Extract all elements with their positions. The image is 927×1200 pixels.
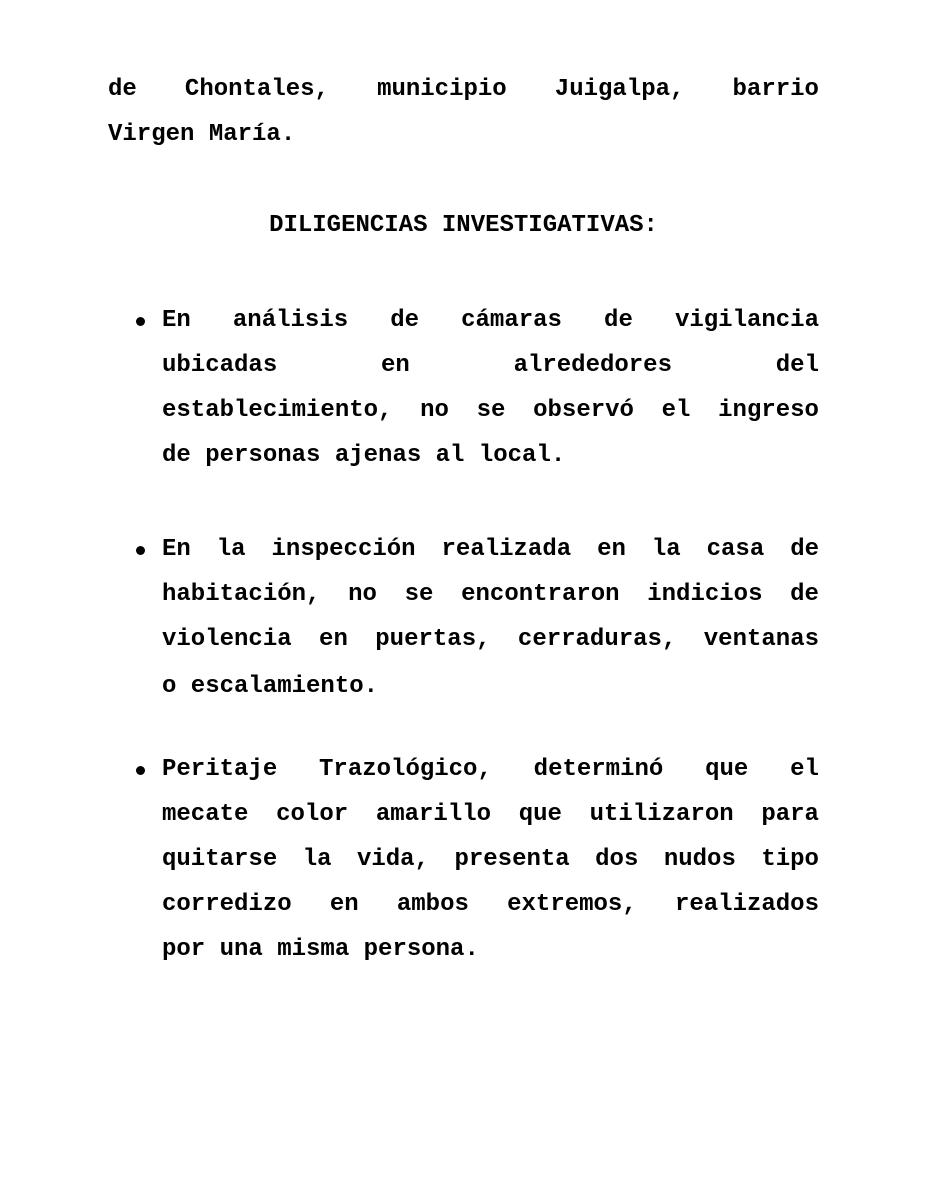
word: ingreso: [718, 397, 819, 424]
item-3-line-4: [162, 891, 819, 919]
word: color: [276, 801, 349, 828]
item-2-line-4: o escalamiento.: [162, 673, 379, 700]
bullet-icon: [136, 766, 145, 775]
section-heading: DILIGENCIAS INVESTIGATIVAS:: [269, 212, 658, 239]
bullet-icon: [136, 546, 145, 555]
word: cerraduras,: [517, 626, 677, 653]
word: ventanas: [703, 626, 819, 653]
word: realizados: [674, 891, 819, 918]
word: Chontales,: [184, 76, 329, 103]
intro-line-2: Virgen María.: [108, 121, 296, 148]
item-1-line-4: de personas ajenas al local.: [162, 442, 566, 469]
word: Peritaje: [162, 756, 278, 783]
item-1-line-1: [162, 307, 819, 335]
word: nudos: [663, 846, 736, 873]
word: de: [790, 581, 819, 608]
word: de: [604, 307, 633, 334]
word: en: [380, 352, 410, 379]
item-3-line-5: por una misma persona.: [162, 936, 479, 963]
word: mecate: [162, 801, 249, 828]
intro-line-1: [108, 76, 819, 104]
word: se: [404, 581, 434, 608]
word: Juigalpa,: [554, 76, 685, 103]
word: el: [790, 756, 819, 783]
word: vida,: [356, 846, 429, 873]
word: en: [597, 536, 626, 563]
word: En: [162, 536, 191, 563]
word: en: [329, 891, 359, 918]
word: que: [705, 756, 749, 783]
word: vigilancia: [674, 307, 819, 334]
word: inspección: [271, 536, 416, 563]
word: ubicadas: [162, 352, 278, 379]
word: habitación,: [162, 581, 321, 608]
word: presenta: [454, 846, 570, 873]
word: de: [390, 307, 420, 334]
word: el: [661, 397, 691, 424]
word: encontraron: [461, 581, 620, 608]
word: amarillo: [375, 801, 492, 828]
word: ambos: [396, 891, 469, 918]
word: Trazológico,: [319, 756, 492, 783]
item-3-line-1: [162, 756, 819, 784]
word: la: [651, 536, 681, 563]
word: corredizo: [162, 891, 292, 918]
word: la: [216, 536, 246, 563]
word: En: [162, 307, 191, 334]
word: observó: [533, 397, 634, 424]
word: quitarse: [162, 846, 278, 873]
word: se: [476, 397, 506, 424]
word: dos: [595, 846, 639, 873]
word: indicios: [647, 581, 763, 608]
word: cámaras: [461, 307, 562, 334]
word: para: [761, 801, 819, 828]
item-1-line-3: [162, 397, 819, 425]
item-2-line-3: [162, 626, 819, 654]
word: no: [348, 581, 377, 608]
word: alrededores: [513, 352, 672, 379]
word: del: [775, 352, 819, 379]
word: que: [518, 801, 562, 828]
word: barrio: [732, 76, 819, 103]
word: establecimiento,: [162, 397, 393, 424]
item-3-line-2: [162, 801, 819, 829]
word: análisis: [232, 307, 349, 334]
word: de: [108, 76, 137, 103]
word: no: [420, 397, 449, 424]
item-2-line-2: [162, 581, 819, 609]
word: extremos,: [507, 891, 637, 918]
word: puertas,: [375, 626, 491, 653]
item-3-line-3: [162, 846, 819, 874]
word: utilizaron: [589, 801, 734, 828]
item-1-line-2: [162, 352, 819, 380]
word: determinó: [533, 756, 664, 783]
word: municipio: [377, 76, 507, 103]
word: la: [302, 846, 332, 873]
word: de: [790, 536, 819, 563]
word: casa: [706, 536, 765, 563]
word: tipo: [761, 846, 819, 873]
word: realizada: [441, 536, 572, 563]
word: violencia: [162, 626, 292, 653]
bullet-icon: [136, 317, 145, 326]
word: en: [319, 626, 348, 653]
item-2-line-1: [162, 536, 819, 564]
